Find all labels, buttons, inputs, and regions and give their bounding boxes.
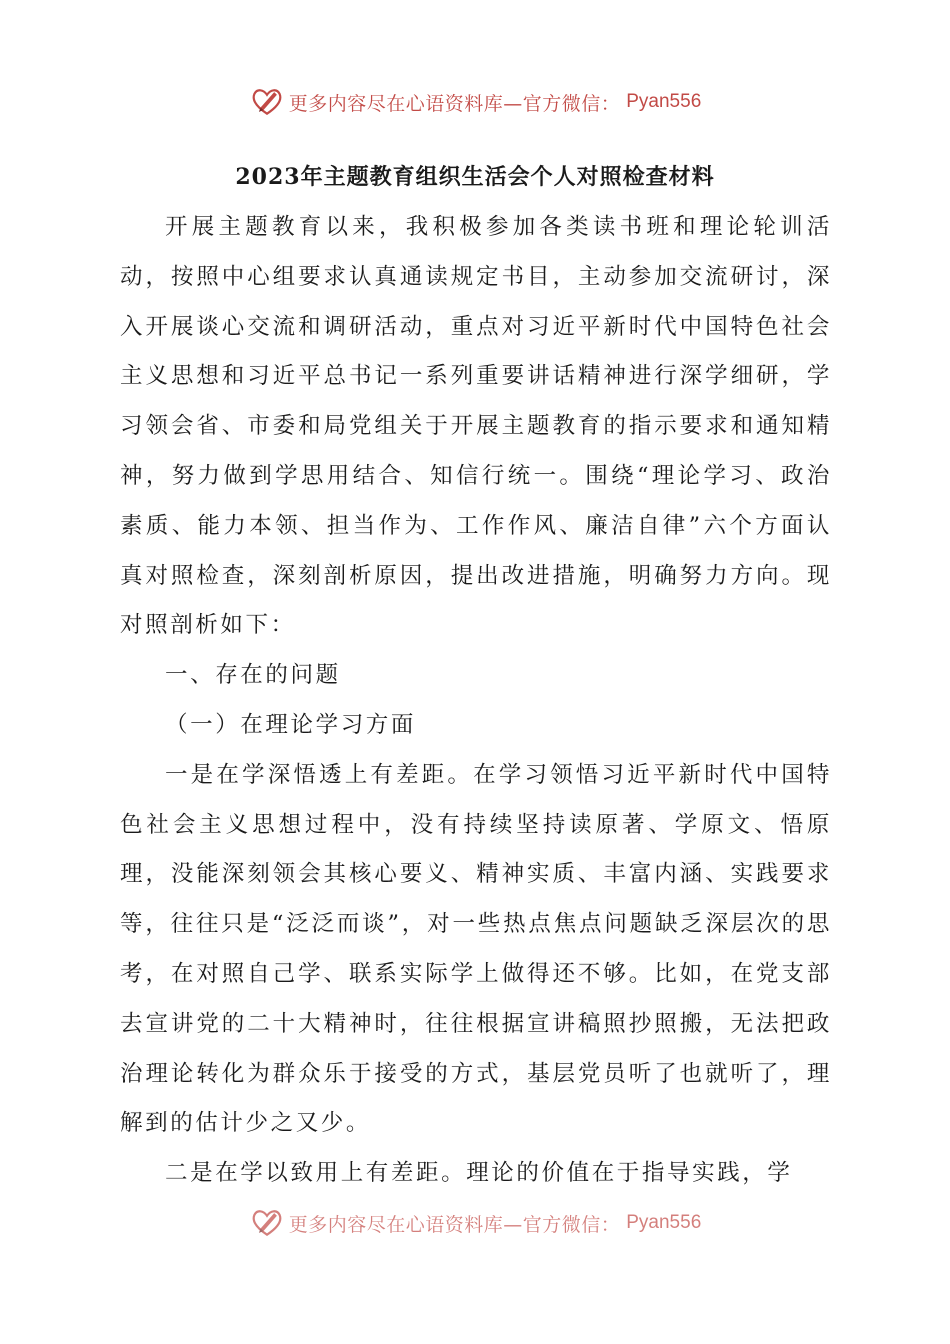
heart-pen-logo-icon: [249, 84, 285, 120]
watermark-text: 更多内容尽在心语资料库—官方微信：: [288, 92, 621, 115]
section-heading: 一、存在的问题: [165, 662, 341, 689]
watermark-wechat-id: Pyan556: [626, 1212, 702, 1233]
watermark-wechat-id: Pyan556: [626, 91, 702, 112]
subsection-heading: （一）在理论学习方面: [165, 711, 417, 738]
watermark-text: 更多内容尽在心语资料库—官方微信：: [288, 1213, 621, 1236]
document-body: [120, 203, 832, 1199]
body-paragraph: 二是在学以致用上有差距。理论的价值在于指导实践，学: [165, 1160, 793, 1187]
intro-paragraph: 开展主题教育以来，我积极参加各类读书班和理论轮训活动，按照中心组要求认真通读规定书目，主动参加交流研讨，深入开展谈心交流和调研活动，重点对习近平新时代中国特色社会主义思想和习近平总书记一系列重要讲话精神进行深学细研，学习领会省、市委和局党组关于开展主题教育的指示要求和通知精神，努力做到学思用结合、知信行统一。围绕“理论学习、政治素质、能力本领、担当作为、工作作风、廉洁自律”六个方面认真对照检查，深刻剖析原因，提出改进措施，明确努力方向。现对照剖析如下：: [120, 214, 832, 639]
footer-watermark: [0, 1203, 950, 1243]
document-title: 2023年主题教育组织生活会个人对照检查材料: [235, 164, 715, 190]
header-watermark: [0, 82, 950, 122]
heart-pen-logo-icon: [249, 1205, 285, 1241]
body-paragraph: 一是在学深悟透上有差距。在学习领悟习近平新时代中国特色社会主义思想过程中，没有持续坚持读原著、学原文、悟原理，没能深刻领会其核心要义、精神实质、丰富内涵、实践要求等，往往只是“泛泛而谈”，对一些热点焦点问题缺乏深层次的思考，在对照自己学、联系实际学上做得还不够。比如，在党支部去宣讲党的二十大精神时，往往根据宣讲稿照抄照搬，无法把政治理论转化为群众乐于接受的方式，基层党员听了也就听了，理解到的估计少之又少。: [120, 761, 832, 1137]
